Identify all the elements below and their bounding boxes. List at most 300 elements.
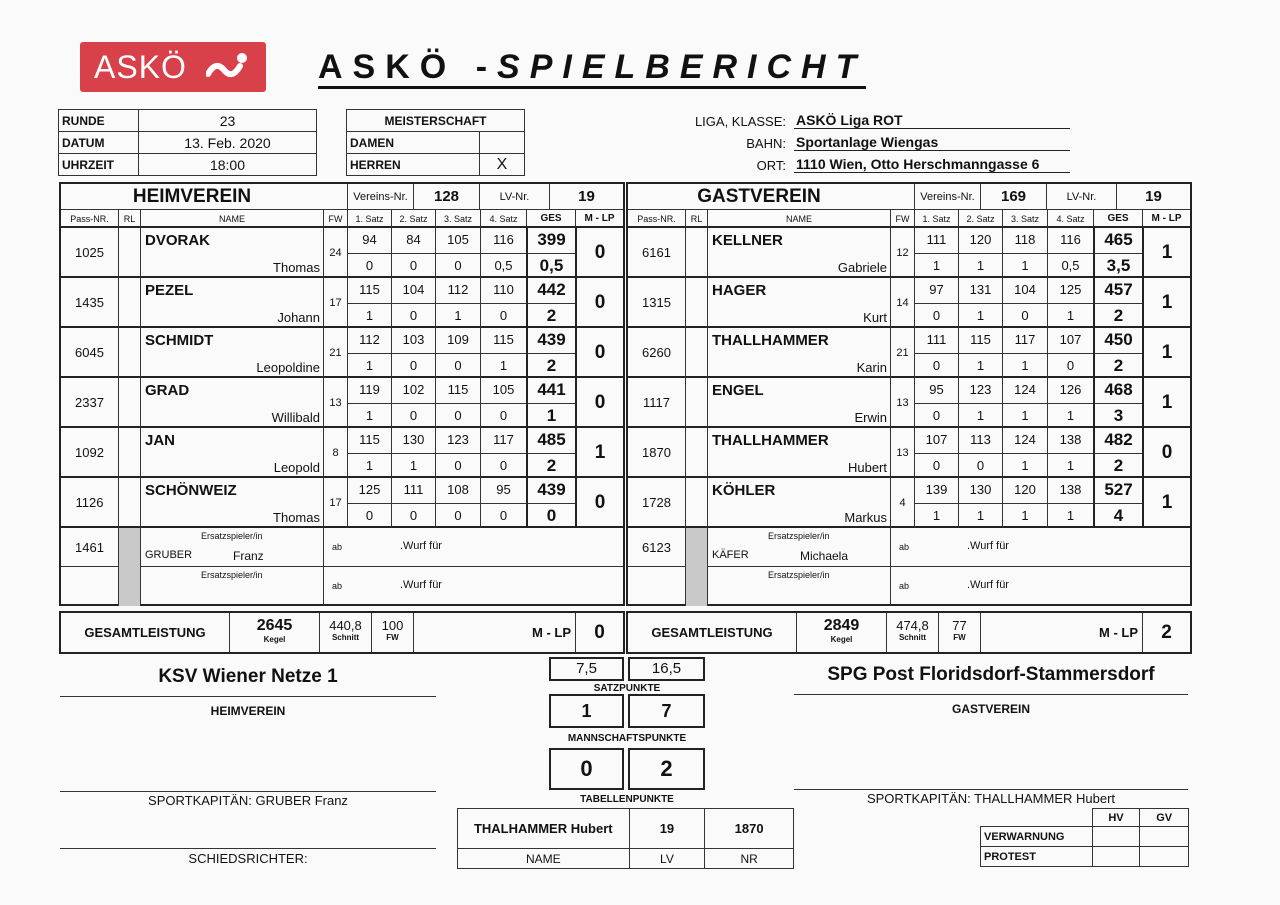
home-satz-points-2: 0 <box>391 353 435 378</box>
home-captain-name: GRUBER Franz <box>255 793 348 808</box>
home-pass-nr: 1025 <box>75 245 104 260</box>
home-col-s2: 2. Satz <box>391 210 435 228</box>
home-satz-points-1: 1 <box>347 403 391 428</box>
guest-satz-3: 118 <box>1002 228 1047 253</box>
guest-first-name: Markus <box>844 510 887 525</box>
guest-mlp: 1 <box>1142 378 1190 428</box>
guest-fw: 12 <box>890 228 914 278</box>
home-rl-cell <box>118 328 140 378</box>
datum-value: 13. Feb. 2020 <box>139 132 317 154</box>
guest-pass-nr: 1315 <box>642 295 671 310</box>
home-satz-points-2: 0 <box>391 253 435 278</box>
home-first-name: Johann <box>277 310 320 325</box>
guest-sub-pass-nr <box>628 567 685 606</box>
home-first-name: Thomas <box>273 260 320 275</box>
referee-lv: 19 <box>629 809 705 849</box>
home-captain <box>60 793 436 808</box>
ort-label: ORT: <box>756 158 786 173</box>
home-satz-1: 115 <box>347 278 391 303</box>
page-title <box>318 48 866 89</box>
guest-last-name: THALLHAMMER <box>712 332 829 349</box>
uhrzeit-value: 18:00 <box>139 154 317 176</box>
home-satz-2: 84 <box>391 228 435 253</box>
home-mlp: 0 <box>575 328 623 378</box>
home-sub-rl-cell <box>118 528 140 567</box>
guest-col-name: NAME <box>707 210 890 228</box>
guest-ges: 527 <box>1093 478 1142 503</box>
satz-label: SATZPUNKTE <box>593 683 661 694</box>
guest-team-panel <box>626 182 1192 606</box>
home-satz-points-1: 1 <box>347 303 391 328</box>
damen-value <box>480 132 525 154</box>
guest-rl-cell <box>685 278 707 328</box>
guest-last-name: HAGER <box>712 282 767 299</box>
verwarnung-hv[interactable] <box>1092 827 1140 847</box>
guest-satz-points-1: 0 <box>914 303 958 328</box>
guest-panel-header <box>628 184 1190 210</box>
home-satz-3: 115 <box>435 378 480 403</box>
home-player-row <box>61 228 623 278</box>
guest-satz-4: 125 <box>1047 278 1093 303</box>
verwarnung-label: VERWARNUNG <box>981 827 1093 847</box>
guest-mlp: 1 <box>1142 328 1190 378</box>
guest-captain-line <box>794 789 1188 790</box>
guest-satz-1: 97 <box>914 278 958 303</box>
guest-sub-ab: ab <box>899 542 910 552</box>
home-fw: 17 <box>323 278 347 328</box>
home-satz-points-1: 0 <box>347 253 391 278</box>
home-captain-label: SPORTKAPITÄN: <box>148 793 252 808</box>
damen-label: DAMEN <box>347 132 480 154</box>
guest-mlp-label: M - LP <box>980 613 1142 652</box>
satz-home-box: 7,5 <box>549 657 624 681</box>
home-ges: 439 <box>526 328 575 353</box>
guest-ges-points: 2 <box>1093 303 1142 328</box>
home-satz-points-4: 0 <box>480 403 526 428</box>
guest-fw: 4 <box>890 478 914 528</box>
home-mlp: 0 <box>575 378 623 428</box>
home-satz-points-3: 0 <box>435 353 480 378</box>
home-mlp-total: 0 <box>575 613 623 652</box>
guest-satz-3: 120 <box>1002 478 1047 503</box>
home-pass-nr: 1092 <box>75 445 104 460</box>
guest-mlp: 0 <box>1142 428 1190 478</box>
guest-name-cell <box>707 228 890 278</box>
home-sub-first-name: Franz <box>233 549 264 563</box>
home-sub-last-name: GRUBER <box>145 549 193 561</box>
protest-gv[interactable] <box>1140 847 1189 867</box>
home-satz-points-3: 1 <box>435 303 480 328</box>
home-satz-4: 115 <box>480 328 526 353</box>
guest-col-pass: Pass-NR. <box>637 214 676 224</box>
warnings-blank <box>981 809 1093 827</box>
home-player-row <box>61 428 623 478</box>
home-satz-3: 108 <box>435 478 480 503</box>
home-rl-cell <box>118 278 140 328</box>
home-sub-wurf: .Wurf für <box>400 540 442 552</box>
ort-value: 1110 Wien, Otto Herschmanngasse 6 <box>794 156 1070 173</box>
guest-panel-title: GASTVEREIN <box>697 186 821 207</box>
home-satz-points-1: 0 <box>347 503 391 528</box>
guest-pass-nr: 1117 <box>643 395 670 410</box>
guest-satz-points-3: 1 <box>1002 353 1047 378</box>
guest-col-rl: RL <box>685 210 707 228</box>
guest-satz-points-4: 1 <box>1047 403 1093 428</box>
guest-player-row <box>628 328 1190 378</box>
home-satz-points-3: 0 <box>435 453 480 478</box>
referee-name: THALHAMMER Hubert <box>458 809 630 849</box>
mann-guest-box: 7 <box>628 694 705 728</box>
guest-fw: 21 <box>890 328 914 378</box>
home-fw-total: 100 <box>381 618 404 633</box>
guest-schnitt: 474,8 <box>896 618 929 633</box>
home-satz-points-4: 0 <box>480 503 526 528</box>
runde-value: 23 <box>139 110 317 132</box>
guest-fw: 13 <box>890 428 914 478</box>
guest-satz-4: 116 <box>1047 228 1093 253</box>
home-satz-points-4: 0 <box>480 303 526 328</box>
home-col-name: NAME <box>140 210 323 228</box>
home-satz-points-4: 1 <box>480 353 526 378</box>
home-sub-pass-nr <box>61 567 118 606</box>
logo-text: ASKÖ <box>94 49 187 85</box>
home-kegel: 2645 <box>256 617 293 634</box>
home-fw: 24 <box>323 228 347 278</box>
guest-pass-nr: 1870 <box>642 445 671 460</box>
home-fw-cell <box>371 613 413 652</box>
home-last-name: GRAD <box>145 382 190 399</box>
home-rl-cell <box>118 478 140 528</box>
home-col-ges: GES <box>526 210 575 228</box>
home-ges: 442 <box>526 278 575 303</box>
referee-label: SCHIEDSRICHTER: <box>188 851 308 866</box>
home-team-name: KSV Wiener Netze 1 <box>158 666 338 687</box>
verwarnung-gv[interactable] <box>1140 827 1189 847</box>
guest-col-s4: 4. Satz <box>1047 210 1093 228</box>
home-col-s4: 4. Satz <box>480 210 526 228</box>
herren-value: X <box>480 154 525 176</box>
home-first-name: Leopold <box>273 460 320 475</box>
guest-col-s2: 2. Satz <box>958 210 1002 228</box>
home-role: HEIMVEREIN <box>210 704 286 718</box>
guest-sub-info-cell <box>890 567 1190 606</box>
guest-kegel-label: Kegel <box>830 635 853 644</box>
home-sub-rl-cell <box>118 567 140 606</box>
guest-col-s1: 1. Satz <box>914 210 958 228</box>
guest-name-cell <box>707 428 890 478</box>
ort-row <box>626 156 1076 176</box>
guest-ges: 465 <box>1093 228 1142 253</box>
guest-rl-cell <box>685 428 707 478</box>
home-fw: 17 <box>323 478 347 528</box>
guest-lv-nr-label: LV-Nr. <box>1046 184 1116 210</box>
home-satz-points-1: 1 <box>347 353 391 378</box>
home-schnitt: 440,8 <box>329 618 362 633</box>
home-fw: 13 <box>323 378 347 428</box>
home-lv-nr: 19 <box>549 184 623 210</box>
home-rl-cell <box>118 428 140 478</box>
guest-name-line <box>794 694 1188 695</box>
guest-ges-points: 4 <box>1093 503 1142 528</box>
protest-hv[interactable] <box>1092 847 1140 867</box>
guest-satz-4: 138 <box>1047 428 1093 453</box>
guest-satz-points-4: 0,5 <box>1047 253 1093 278</box>
liga-label: LIGA, KLASSE: <box>694 114 786 129</box>
guest-total-row <box>626 611 1192 654</box>
guest-first-name: Kurt <box>863 310 887 325</box>
home-fw: 21 <box>323 328 347 378</box>
home-mlp: 0 <box>575 278 623 328</box>
guest-last-name: THALLHAMMER <box>712 432 829 449</box>
referee-line <box>60 848 436 849</box>
guest-mlp: 1 <box>1142 278 1190 328</box>
home-first-name: Thomas <box>273 510 320 525</box>
home-sub-pass-nr: 1461 <box>75 540 104 555</box>
home-satz-1: 115 <box>347 428 391 453</box>
guest-satz-3: 104 <box>1002 278 1047 303</box>
guest-satz-points-2: 1 <box>958 403 1002 428</box>
guest-name-cell <box>707 328 890 378</box>
tab-home-box: 0 <box>549 748 624 790</box>
guest-sub-row <box>628 567 1190 606</box>
guest-player-row <box>628 278 1190 328</box>
referee-nr-label: NR <box>705 849 794 869</box>
guest-satz-3: 124 <box>1002 378 1047 403</box>
guest-pass-nr: 6260 <box>642 345 671 360</box>
title-suffix: SPIELBERICHT <box>497 48 867 86</box>
home-satz-3: 109 <box>435 328 480 353</box>
guest-vereins-nr-label: Vereins-Nr. <box>914 184 980 210</box>
satz-guest-box: 16,5 <box>628 657 705 681</box>
tab-guest-box: 2 <box>628 748 705 790</box>
asko-logo-icon <box>206 50 250 84</box>
hv-label: HV <box>1092 809 1140 827</box>
guest-pass-nr: 1728 <box>642 495 671 510</box>
guest-captain-label: SPORTKAPITÄN: <box>866 791 971 806</box>
home-team-panel <box>59 182 625 606</box>
home-player-row <box>61 328 623 378</box>
guest-last-name: KELLNER <box>712 232 783 249</box>
guest-fw-total: 77 <box>952 618 967 633</box>
guest-satz-3: 117 <box>1002 328 1047 353</box>
guest-satz-3: 124 <box>1002 428 1047 453</box>
home-ges-points: 2 <box>526 353 575 378</box>
guest-satz-points-3: 0 <box>1002 303 1047 328</box>
home-ges-points: 0,5 <box>526 253 575 278</box>
guest-player-row <box>628 228 1190 278</box>
liga-value: ASKÖ Liga ROT <box>794 112 1070 129</box>
guest-schnitt-label: Schnitt <box>898 633 927 642</box>
home-satz-4: 105 <box>480 378 526 403</box>
guest-satz-points-4: 1 <box>1047 503 1093 528</box>
bahn-row <box>626 134 1076 154</box>
home-ges: 441 <box>526 378 575 403</box>
guest-fw-label: FW <box>953 633 966 642</box>
guest-satz-points-3: 1 <box>1002 403 1047 428</box>
home-satz-3: 112 <box>435 278 480 303</box>
mann-home-box: 1 <box>549 694 624 728</box>
guest-col-fw: FW <box>890 210 914 228</box>
guest-ges-points: 2 <box>1093 453 1142 478</box>
home-ges: 439 <box>526 478 575 503</box>
guest-total-label: GESAMTLEISTUNG <box>651 625 773 640</box>
guest-sub-info-cell <box>890 528 1190 567</box>
guest-kegel-cell <box>796 613 886 652</box>
guest-satz-4: 138 <box>1047 478 1093 503</box>
guest-first-name: Erwin <box>854 410 887 425</box>
guest-first-name: Hubert <box>847 460 887 475</box>
bahn-value: Sportanlage Wiengas <box>794 134 1070 151</box>
guest-sub-wurf: .Wurf für <box>967 579 1009 591</box>
guest-ges: 450 <box>1093 328 1142 353</box>
guest-schnitt-cell <box>886 613 938 652</box>
home-ges-points: 1 <box>526 403 575 428</box>
mann-label: MANNSCHAFTSPUNKTE <box>567 733 687 744</box>
guest-sub-row <box>628 528 1190 567</box>
guest-satz-points-3: 1 <box>1002 253 1047 278</box>
guest-player-row <box>628 478 1190 528</box>
guest-col-ges: GES <box>1093 210 1142 228</box>
guest-satz-1: 139 <box>914 478 958 503</box>
guest-satz-points-2: 1 <box>958 353 1002 378</box>
guest-first-name: Gabriele <box>837 260 887 275</box>
home-first-name: Willibald <box>271 410 320 425</box>
guest-mlp: 1 <box>1142 228 1190 278</box>
home-satz-2: 111 <box>391 478 435 503</box>
guest-satz-2: 131 <box>958 278 1002 303</box>
guest-ges: 482 <box>1093 428 1142 453</box>
home-last-name: DVORAK <box>145 232 211 249</box>
home-ges-points: 2 <box>526 303 575 328</box>
home-ges: 399 <box>526 228 575 253</box>
guest-sub-name-cell <box>707 567 890 606</box>
home-sub-info-cell <box>323 528 623 567</box>
home-ges: 485 <box>526 428 575 453</box>
home-name-cell <box>140 478 323 528</box>
home-satz-points-2: 0 <box>391 303 435 328</box>
guest-satz-points-2: 0 <box>958 453 1002 478</box>
home-mlp: 0 <box>575 478 623 528</box>
home-satz-1: 94 <box>347 228 391 253</box>
tab-label: TABELLENPUNKTE <box>580 794 674 805</box>
guest-kegel: 2849 <box>823 617 860 634</box>
home-satz-2: 102 <box>391 378 435 403</box>
home-satz-points-2: 0 <box>391 403 435 428</box>
guest-satz-points-1: 0 <box>914 403 958 428</box>
home-name-line <box>60 696 436 697</box>
home-last-name: JAN <box>145 432 176 449</box>
home-player-row <box>61 278 623 328</box>
guest-ges: 468 <box>1093 378 1142 403</box>
home-satz-points-4: 0 <box>480 453 526 478</box>
home-pass-nr: 2337 <box>75 395 104 410</box>
guest-sub-pass-nr: 6123 <box>642 540 671 555</box>
home-name-cell <box>140 428 323 478</box>
guest-satz-2: 120 <box>958 228 1002 253</box>
guest-last-name: KÖHLER <box>712 482 776 499</box>
home-satz-points-4: 0,5 <box>480 253 526 278</box>
home-satz-points-1: 1 <box>347 453 391 478</box>
home-mlp-label: M - LP <box>413 613 575 652</box>
runde-label: RUNDE <box>59 110 139 132</box>
guest-rl-cell <box>685 478 707 528</box>
home-fw: 8 <box>323 428 347 478</box>
home-sub-name-cell <box>140 528 323 567</box>
liga-row <box>626 112 1076 132</box>
title-prefix: ASKÖ <box>318 48 457 86</box>
home-pass-nr: 1435 <box>75 295 104 310</box>
guest-satz-points-1: 0 <box>914 453 958 478</box>
home-sub-label: Ersatzspieler/in <box>201 570 263 580</box>
guest-col-s3: 3. Satz <box>1002 210 1047 228</box>
home-mlp: 0 <box>575 228 623 278</box>
guest-satz-points-3: 1 <box>1002 453 1047 478</box>
home-fw-label: FW <box>386 633 399 642</box>
home-satz-2: 130 <box>391 428 435 453</box>
asko-logo <box>80 42 266 92</box>
gv-label: GV <box>1140 809 1189 827</box>
guest-sub-ab: ab <box>899 581 910 591</box>
title-dash: - <box>475 48 498 86</box>
home-satz-points-2: 1 <box>391 453 435 478</box>
home-ges-points: 0 <box>526 503 575 528</box>
guest-sub-rl-cell <box>685 567 707 606</box>
guest-satz-points-4: 0 <box>1047 353 1093 378</box>
meisterschaft-label: MEISTERSCHAFT <box>347 110 525 132</box>
home-col-s1: 1. Satz <box>347 210 391 228</box>
guest-satz-1: 107 <box>914 428 958 453</box>
guest-captain <box>794 791 1188 806</box>
guest-satz-2: 123 <box>958 378 1002 403</box>
home-satz-4: 116 <box>480 228 526 253</box>
guest-name-cell <box>707 478 890 528</box>
guest-lv-nr: 19 <box>1116 184 1190 210</box>
home-satz-4: 95 <box>480 478 526 503</box>
guest-pass-nr: 6161 <box>642 245 671 260</box>
home-col-pass: Pass-NR. <box>70 214 109 224</box>
guest-player-row <box>628 378 1190 428</box>
guest-fw: 14 <box>890 278 914 328</box>
guest-last-name: ENGEL <box>712 382 764 399</box>
home-first-name: Leopoldine <box>256 360 320 375</box>
home-satz-3: 105 <box>435 228 480 253</box>
home-sub-ab: ab <box>332 581 343 591</box>
home-rl-cell <box>118 228 140 278</box>
home-panel-header <box>61 184 623 210</box>
home-satz-4: 117 <box>480 428 526 453</box>
home-col-rl: RL <box>118 210 140 228</box>
home-total-row <box>59 611 625 654</box>
guest-fw-cell <box>938 613 980 652</box>
guest-satz-points-1: 1 <box>914 503 958 528</box>
guest-satz-4: 126 <box>1047 378 1093 403</box>
bahn-label: BAHN: <box>746 136 786 151</box>
home-sub-wurf: .Wurf für <box>400 579 442 591</box>
referee-nr: 1870 <box>705 809 794 849</box>
guest-satz-points-2: 1 <box>958 303 1002 328</box>
guest-sub-rl-cell <box>685 528 707 567</box>
home-col-s3: 3. Satz <box>435 210 480 228</box>
guest-mlp: 1 <box>1142 478 1190 528</box>
guest-ges-points: 2 <box>1093 353 1142 378</box>
guest-satz-2: 115 <box>958 328 1002 353</box>
guest-satz-points-1: 1 <box>914 253 958 278</box>
guest-satz-points-4: 1 <box>1047 453 1093 478</box>
guest-mlp-total: 2 <box>1142 613 1190 652</box>
home-player-row <box>61 478 623 528</box>
guest-satz-points-3: 1 <box>1002 503 1047 528</box>
home-name-cell <box>140 328 323 378</box>
